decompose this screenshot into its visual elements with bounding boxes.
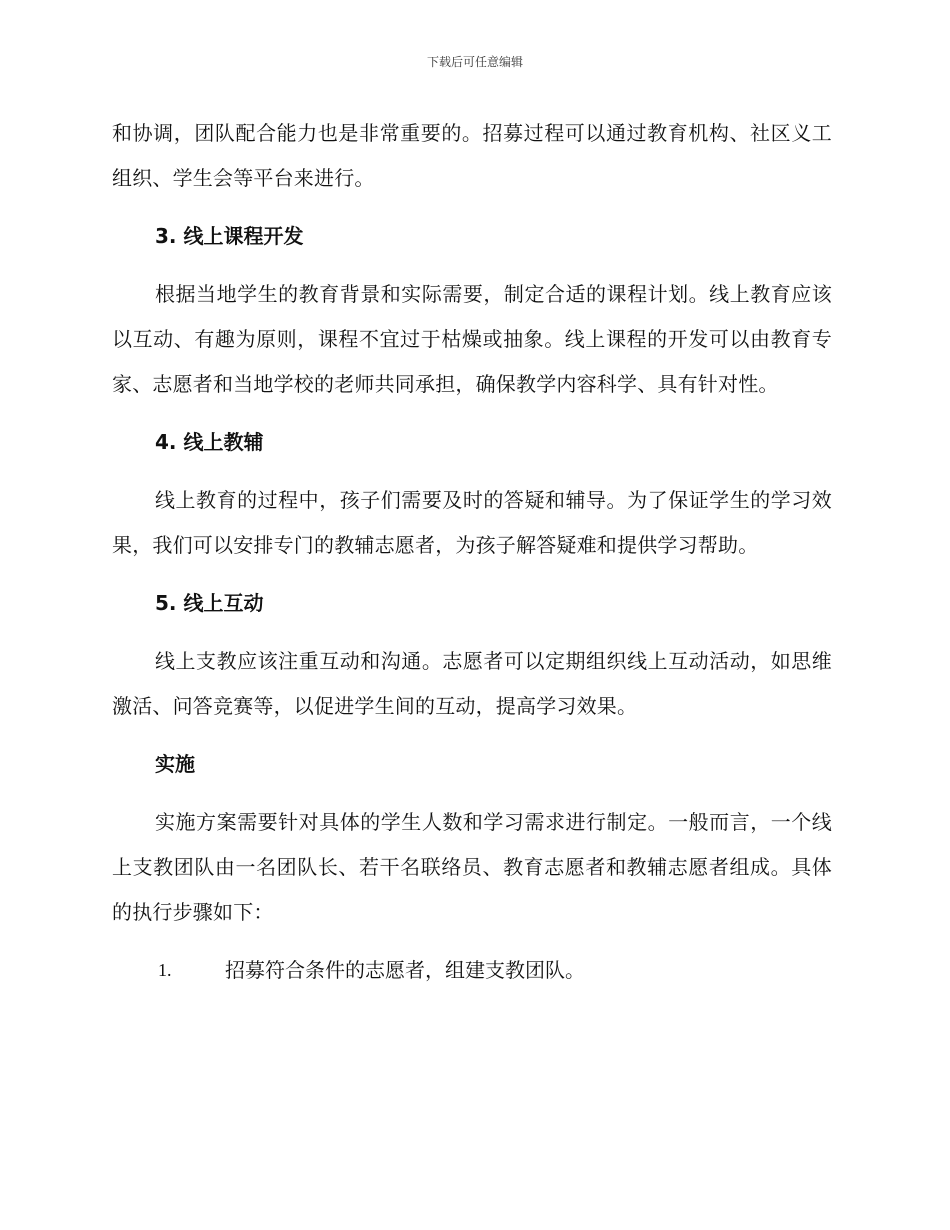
page-header-note: 下载后可任意编辑 bbox=[426, 55, 523, 69]
paragraph-online-interaction: 线上支教应该注重互动和沟通。志愿者可以定期组织线上互动活动，如思维激活、问答竞赛等，以促进学生间的互动，提高学习效果。 bbox=[112, 649, 832, 718]
list-item-text: 招募符合条件的志愿者，组建支教团队。 bbox=[225, 958, 585, 982]
section-heading-implementation: 实施 bbox=[155, 752, 195, 776]
list-item bbox=[112, 948, 832, 993]
paragraph-implementation: 实施方案需要针对具体的学生人数和学习需求进行制定。一般而言，一个线上支教团队由一名团队长、若干名联络员、教育志愿者和教辅志愿者组成。具体的执行步骤如下： bbox=[112, 810, 832, 924]
document-body bbox=[112, 111, 832, 993]
section-heading-online-interaction: 5. 线上互动 bbox=[155, 591, 264, 615]
paragraph-recruitment-continued: 和协调，团队配合能力也是非常重要的。招募过程可以通过教育机构、社区义工组织、学生会等平台来进行。 bbox=[112, 121, 832, 190]
section-heading-online-tutoring: 4. 线上教辅 bbox=[155, 430, 264, 454]
list-item-number: 1. bbox=[158, 960, 172, 980]
paragraph-online-tutoring: 线上教育的过程中，孩子们需要及时的答疑和辅导。为了保证学生的学习效果，我们可以安排专门的教辅志愿者，为孩子解答疑难和提供学习帮助。 bbox=[112, 488, 832, 557]
paragraph-course-development: 根据当地学生的教育背景和实际需要，制定合适的课程计划。线上教育应该以互动、有趣为原则，课程不宜过于枯燥或抽象。线上课程的开发可以由教育专家、志愿者和当地学校的老师共同承担，确保教学内容科学、具有针对性。 bbox=[112, 282, 832, 396]
section-heading-course-development: 3. 线上课程开发 bbox=[155, 224, 304, 248]
